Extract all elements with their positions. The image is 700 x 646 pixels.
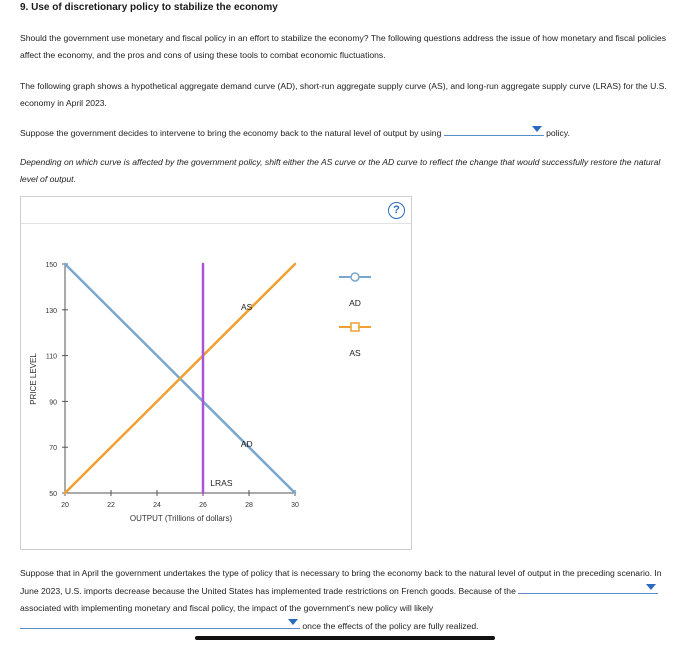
impact-dropdown[interactable] (20, 617, 300, 629)
y-tick-label: 70 (49, 445, 57, 453)
graph-description: The following graph shows a hypothetical aggregate demand curve (AD), short-run aggregate supply curve (AS), and long-run aggregate supply curve (LRAS) for the U.S. economy in April 2023. (20, 81, 667, 108)
x-tick-label: 24 (153, 502, 161, 509)
x-tick-label: 26 (199, 502, 207, 509)
help-icon[interactable]: ? (388, 202, 405, 219)
x-tick-label: 28 (245, 502, 253, 509)
graph-panel (20, 196, 412, 550)
followup-the: the (503, 586, 516, 596)
chevron-down-icon (288, 619, 298, 625)
as-legend-label: AS (349, 348, 361, 358)
intro-paragraph: Should the government use monetary and fiscal policy in an effort to stabilize the economy? The following questions address the issue of how monetary and fiscal policies affect the economy, and the pros and cons of using these tools to combat economic fluctuations. (20, 33, 667, 60)
followup-paragraph (20, 565, 680, 635)
chevron-down-icon (532, 126, 542, 132)
y-tick-label: 50 (49, 491, 57, 498)
question-title: 9. Use of discretionary policy to stabilize the economy (20, 2, 278, 13)
instruction-text: Depending on which curve is affected by the government policy, shift either the AS curve or the AD curve to reflect the change that would successfully restore the natural level of output. (20, 157, 661, 184)
suppose-suffix: policy. (546, 128, 570, 138)
policy-type-dropdown[interactable] (444, 124, 544, 136)
x-axis-label: OUTPUT (Trillions of dollars) (129, 514, 233, 523)
y-tick-label: 130 (45, 307, 57, 315)
y-tick-label: 150 (45, 262, 57, 269)
y-tick-label: 90 (49, 399, 57, 407)
ad-curve-label: AD (240, 439, 253, 450)
scroll-indicator (195, 636, 495, 640)
followup-text-3: once the effects of the policy are fully realized. (302, 621, 479, 631)
as-curve-label: AS (241, 301, 253, 312)
followup-text-2: associated with implementing monetary and fiscal policy, the impact of the government's new policy will likely (20, 603, 434, 613)
followup-text-1: Suppose that in April the government undertakes the type of policy that is necessary to bring the economy back to the natural level of output in the preceding scenario. In June 2023, U.S. imports decrease because the United States has implemented trade restrictions on French goods. Because of (20, 568, 662, 596)
chevron-down-icon (646, 584, 656, 590)
y-axis-label: PRICE LEVEL (29, 353, 38, 405)
x-tick-label: 22 (107, 502, 115, 509)
cost-type-dropdown[interactable] (518, 582, 658, 594)
x-tick-label: 20 (61, 502, 69, 509)
suppose-sentence (20, 124, 680, 142)
ad-as-chart (21, 197, 411, 549)
x-tick-label: 30 (291, 502, 299, 509)
suppose-prefix: Suppose the government decides to intervene to bring the economy back to the natural level of output by using (20, 128, 442, 138)
square-marker-icon[interactable] (351, 323, 359, 331)
lras-curve-label: LRAS (210, 478, 233, 489)
y-tick-label: 110 (45, 353, 57, 361)
ad-legend-label: AD (349, 298, 361, 308)
circle-marker-icon[interactable] (351, 273, 359, 281)
